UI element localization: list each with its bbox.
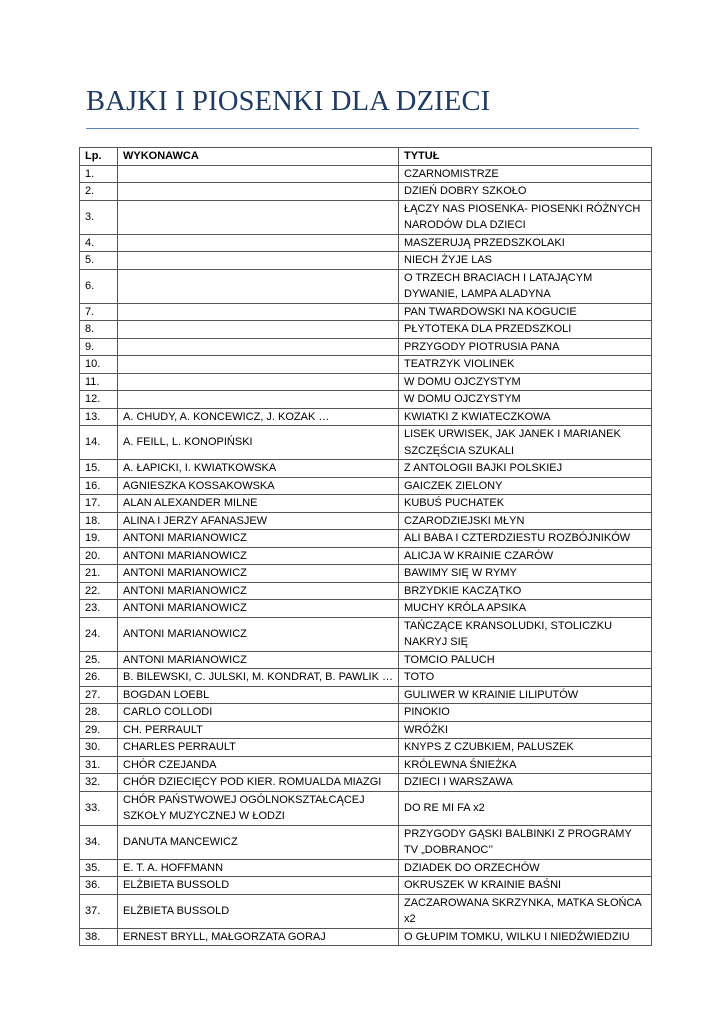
cell-lp: 4.	[80, 234, 118, 252]
cell-artist: A. ŁAPICKI, I. KWIATKOWSKA	[118, 460, 399, 478]
table-row	[80, 408, 652, 426]
header-title: TYTUŁ	[399, 148, 652, 166]
cell-artist	[118, 269, 399, 303]
cell-title: ŁĄCZY NAS PIOSENKA- PIOSENKI RÓŻNYCH NARODÓW DLA DZIECI	[399, 200, 652, 234]
cell-lp: 17.	[80, 495, 118, 513]
cell-title: TOTO	[399, 669, 652, 687]
cell-title: LISEK URWISEK, JAK JANEK I MARIANEK SZCZĘŚCIA SZUKALI	[399, 426, 652, 460]
header-artist: WYKONAWCA	[118, 148, 399, 166]
table-row	[80, 651, 652, 669]
table-row	[80, 373, 652, 391]
table-body	[80, 165, 652, 946]
table-row	[80, 303, 652, 321]
cell-title: Z ANTOLOGII BAJKI POLSKIEJ	[399, 460, 652, 478]
cell-artist: DANUTA MANCEWICZ	[118, 825, 399, 859]
cell-artist	[118, 373, 399, 391]
table-row	[80, 756, 652, 774]
cell-artist	[118, 356, 399, 374]
cell-artist: ANTONI MARIANOWICZ	[118, 600, 399, 618]
cell-lp: 14.	[80, 426, 118, 460]
cell-title: DZIADEK DO ORZECHÓW	[399, 859, 652, 877]
cell-title: TAŃCZĄCE KRANSOLUDKI, STOLICZKU NAKRYJ SIĘ	[399, 617, 652, 651]
cell-lp: 7.	[80, 303, 118, 321]
table-row	[80, 165, 652, 183]
cell-artist	[118, 321, 399, 339]
table-row	[80, 252, 652, 270]
cell-artist: AGNIESZKA KOSSAKOWSKA	[118, 477, 399, 495]
cell-title: PAN TWARDOWSKI NA KOGUCIE	[399, 303, 652, 321]
cell-artist: BOGDAN LOEBL	[118, 686, 399, 704]
cell-title: PRZYGODY PIOTRUSIA PANA	[399, 338, 652, 356]
table-row	[80, 600, 652, 618]
table-row	[80, 617, 652, 651]
cell-title: W DOMU OJCZYSTYM	[399, 391, 652, 409]
cell-lp: 22.	[80, 582, 118, 600]
cell-artist: CARLO COLLODI	[118, 704, 399, 722]
cell-artist	[118, 200, 399, 234]
table-row	[80, 321, 652, 339]
cell-lp: 24.	[80, 617, 118, 651]
cell-lp: 20.	[80, 547, 118, 565]
cell-title: ZACZAROWANA SKRZYNKA, MATKA SŁOŃCA x2	[399, 894, 652, 928]
cell-title: ALI BABA I CZTERDZIESTU ROZBÓJNIKÓW	[399, 530, 652, 548]
table-row	[80, 565, 652, 583]
cell-lp: 13.	[80, 408, 118, 426]
cell-artist	[118, 252, 399, 270]
cell-lp: 34.	[80, 825, 118, 859]
cell-lp: 26.	[80, 669, 118, 687]
cell-artist: ANTONI MARIANOWICZ	[118, 617, 399, 651]
table-row	[80, 460, 652, 478]
table-row	[80, 356, 652, 374]
cell-lp: 35.	[80, 859, 118, 877]
table-row	[80, 512, 652, 530]
cell-lp: 3.	[80, 200, 118, 234]
cell-artist: CH. PERRAULT	[118, 721, 399, 739]
cell-lp: 9.	[80, 338, 118, 356]
table-row	[80, 877, 652, 895]
table-row	[80, 495, 652, 513]
cell-title: NIECH ŻYJE LAS	[399, 252, 652, 270]
cell-artist: ALINA I JERZY AFANASJEW	[118, 512, 399, 530]
cell-lp: 30.	[80, 739, 118, 757]
cell-artist: E. T. A. HOFFMANN	[118, 859, 399, 877]
cell-artist: ANTONI MARIANOWICZ	[118, 582, 399, 600]
cell-title: MASZERUJĄ PRZEDSZKOLAKI	[399, 234, 652, 252]
cell-title: BAWIMY SIĘ W RYMY	[399, 565, 652, 583]
table-row	[80, 859, 652, 877]
table-row	[80, 825, 652, 859]
table-row	[80, 391, 652, 409]
cell-artist: ANTONI MARIANOWICZ	[118, 530, 399, 548]
catalog-table	[79, 147, 652, 946]
cell-title: ALICJA W KRAINIE CZARÓW	[399, 547, 652, 565]
cell-artist: ERNEST BRYLL, MAŁGORZATA GORAJ	[118, 928, 399, 946]
table-row	[80, 739, 652, 757]
cell-title: CZARNOMISTRZE	[399, 165, 652, 183]
cell-title: DZIECI I WARSZAWA	[399, 774, 652, 792]
table-row	[80, 669, 652, 687]
cell-title: TEATRZYK VIOLINEK	[399, 356, 652, 374]
table-row	[80, 183, 652, 201]
cell-artist: CHÓR CZEJANDA	[118, 756, 399, 774]
cell-lp: 15.	[80, 460, 118, 478]
cell-artist: CHÓR DZIECIĘCY POD KIER. ROMUALDA MIAZGI	[118, 774, 399, 792]
cell-title: KUBUŚ PUCHATEK	[399, 495, 652, 513]
cell-lp: 29.	[80, 721, 118, 739]
cell-lp: 33.	[80, 791, 118, 825]
cell-artist: ELŻBIETA BUSSOLD	[118, 877, 399, 895]
table-row	[80, 582, 652, 600]
cell-lp: 23.	[80, 600, 118, 618]
cell-artist: ANTONI MARIANOWICZ	[118, 651, 399, 669]
table-row	[80, 426, 652, 460]
cell-title: OKRUSZEK W KRAINIE BAŚNI	[399, 877, 652, 895]
cell-artist	[118, 338, 399, 356]
cell-title: DO RE MI FA x2	[399, 791, 652, 825]
cell-artist: CHARLES PERRAULT	[118, 739, 399, 757]
cell-title: PINOKIO	[399, 704, 652, 722]
cell-lp: 8.	[80, 321, 118, 339]
cell-artist: ALAN ALEXANDER MILNE	[118, 495, 399, 513]
table-row	[80, 704, 652, 722]
cell-artist	[118, 165, 399, 183]
cell-artist: ANTONI MARIANOWICZ	[118, 565, 399, 583]
table-row	[80, 928, 652, 946]
cell-lp: 37.	[80, 894, 118, 928]
cell-title: KNYPS Z CZUBKIEM, PALUSZEK	[399, 739, 652, 757]
cell-title: MUCHY KRÓLA APSIKA	[399, 600, 652, 618]
cell-lp: 36.	[80, 877, 118, 895]
cell-lp: 31.	[80, 756, 118, 774]
table-row	[80, 477, 652, 495]
cell-title: O TRZECH BRACIACH I LATAJĄCYM DYWANIE, LAMPA ALADYNA	[399, 269, 652, 303]
cell-title: CZARODZIEJSKI MŁYN	[399, 512, 652, 530]
cell-lp: 25.	[80, 651, 118, 669]
cell-lp: 16.	[80, 477, 118, 495]
table-row	[80, 774, 652, 792]
cell-artist: B. BILEWSKI, C. JULSKI, M. KONDRAT, B. PAWLIK …	[118, 669, 399, 687]
cell-title: TOMCIO PALUCH	[399, 651, 652, 669]
table-row	[80, 721, 652, 739]
cell-artist: ELŻBIETA BUSSOLD	[118, 894, 399, 928]
cell-lp: 10.	[80, 356, 118, 374]
cell-title: BRZYDKIE KACZĄTKO	[399, 582, 652, 600]
cell-title: DZIEŃ DOBRY SZKOŁO	[399, 183, 652, 201]
table-row	[80, 894, 652, 928]
cell-lp: 27.	[80, 686, 118, 704]
cell-title: GAICZEK ZIELONY	[399, 477, 652, 495]
table-row	[80, 200, 652, 234]
cell-artist: CHÓR PAŃSTWOWEJ OGÓLNOKSZTAŁCĄCEJ SZKOŁY MUZYCZNEJ W ŁODZI	[118, 791, 399, 825]
cell-artist	[118, 234, 399, 252]
cell-artist	[118, 391, 399, 409]
cell-lp: 11.	[80, 373, 118, 391]
cell-lp: 18.	[80, 512, 118, 530]
cell-lp: 32.	[80, 774, 118, 792]
cell-artist	[118, 183, 399, 201]
cell-artist	[118, 303, 399, 321]
cell-lp: 38.	[80, 928, 118, 946]
header-lp: Lp.	[80, 148, 118, 166]
cell-lp: 28.	[80, 704, 118, 722]
cell-title: WRÓŻKI	[399, 721, 652, 739]
cell-title: KRÓLEWNA ŚNIEŻKA	[399, 756, 652, 774]
cell-lp: 6.	[80, 269, 118, 303]
cell-lp: 5.	[80, 252, 118, 270]
cell-lp: 21.	[80, 565, 118, 583]
cell-title: GULIWER W KRAINIE LILIPUTÓW	[399, 686, 652, 704]
page-title: BAJKI I PIOSENKI DLA DZIECI	[86, 86, 491, 117]
table-row	[80, 686, 652, 704]
table-header-row	[80, 148, 652, 166]
table-row	[80, 547, 652, 565]
table-row	[80, 269, 652, 303]
cell-title: PRZYGODY GĄSKI BALBINKI Z PROGRAMY TV „DOBRANOC’’	[399, 825, 652, 859]
cell-artist: A. FEILL, L. KONOPIŃSKI	[118, 426, 399, 460]
cell-lp: 2.	[80, 183, 118, 201]
cell-artist: A. CHUDY, A. KONCEWICZ, J. KOZAK …	[118, 408, 399, 426]
cell-lp: 1.	[80, 165, 118, 183]
cell-artist: ANTONI MARIANOWICZ	[118, 547, 399, 565]
table-row	[80, 234, 652, 252]
cell-lp: 12.	[80, 391, 118, 409]
cell-title: O GŁUPIM TOMKU, WILKU I NIEDŹWIEDZIU	[399, 928, 652, 946]
table-row	[80, 530, 652, 548]
cell-title: PŁYTOTEKA DLA PRZEDSZKOLI	[399, 321, 652, 339]
cell-title: W DOMU OJCZYSTYM	[399, 373, 652, 391]
table-row	[80, 791, 652, 825]
title-underline	[86, 128, 639, 129]
cell-lp: 19.	[80, 530, 118, 548]
cell-title: KWIATKI Z KWIATECZKOWA	[399, 408, 652, 426]
table-row	[80, 338, 652, 356]
